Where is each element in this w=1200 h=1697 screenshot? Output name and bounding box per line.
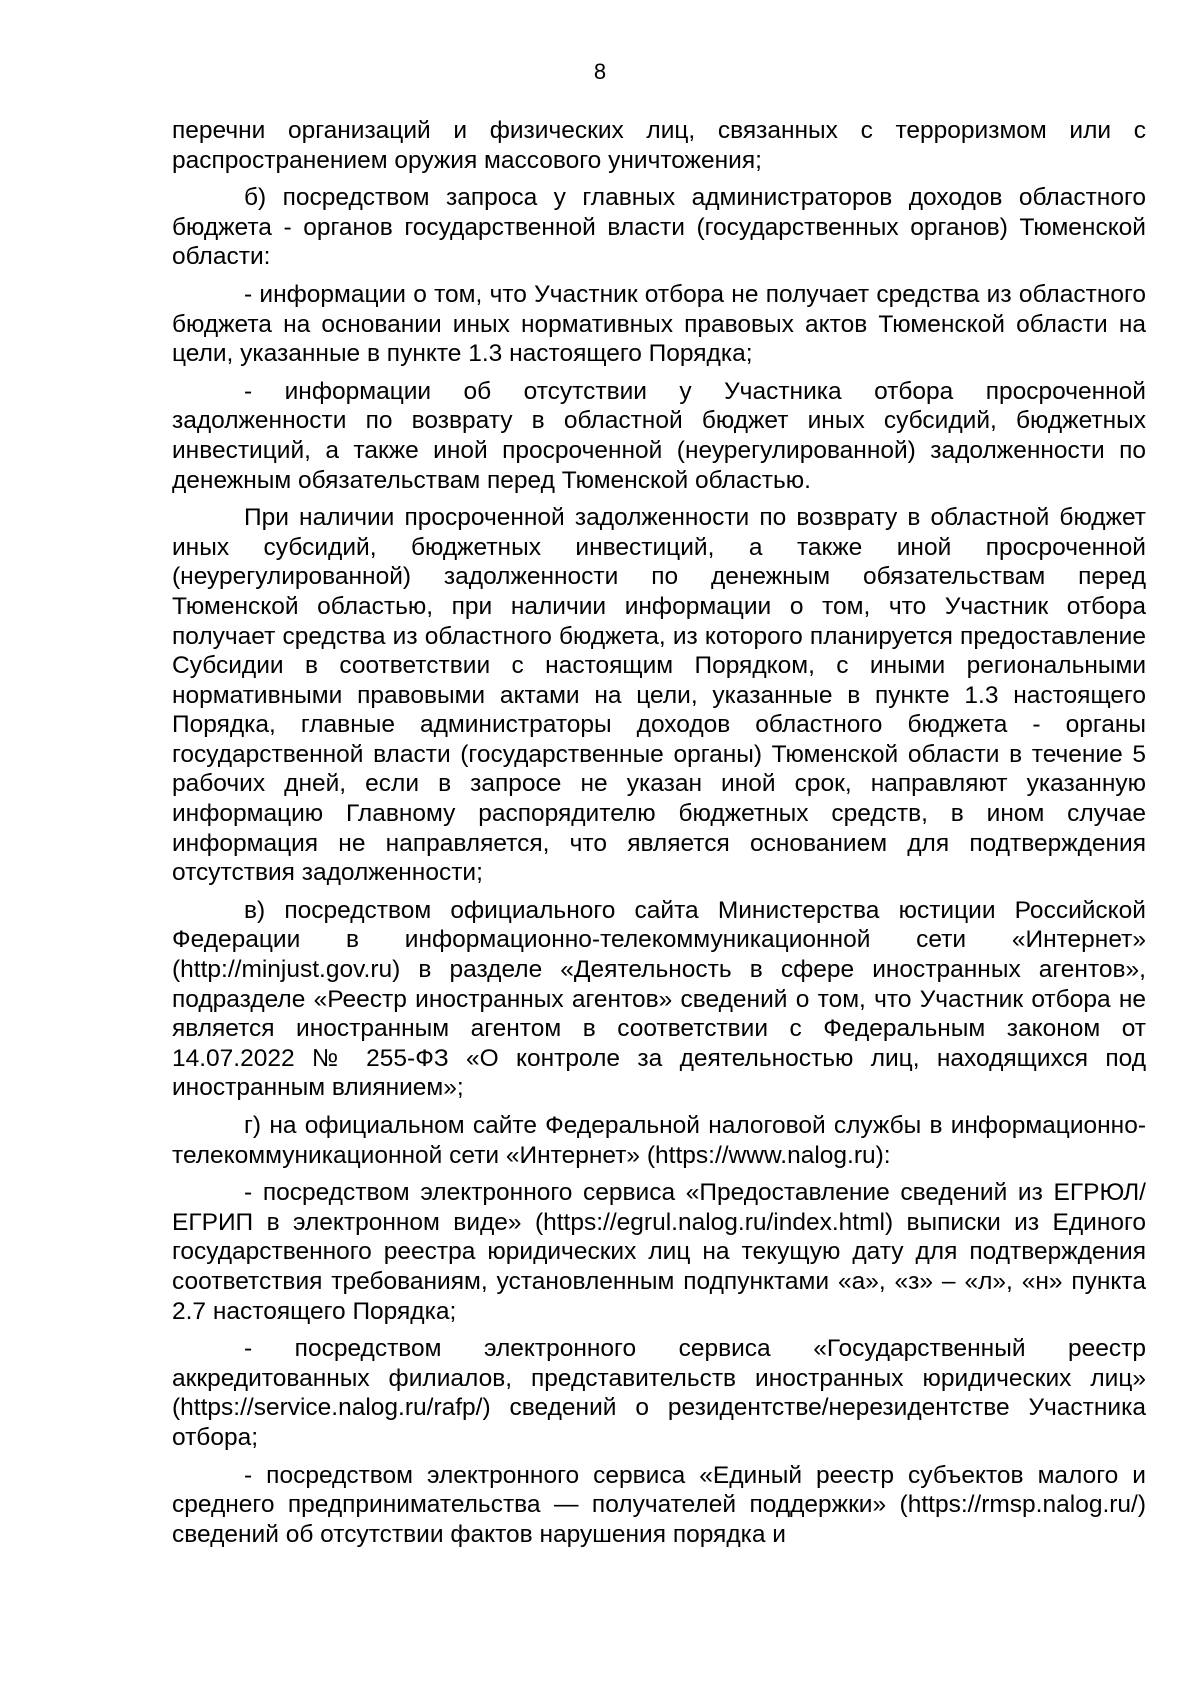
paragraph-5: При наличии просроченной задолженности по возврату в областной бюджет иных субсидий, бюджетных инвестиций, а также иной просроченной (неурегулированной) задолженности по денежным обязательствам перед Тюменской областью, при наличии информации о том, что Участник отбора получает средства из областного бюджета, из которого планируется предоставление Субсидии в соответствии с настоящим Порядком, с иными региональными нормативными правовыми актами на цели, указанные в пункте 1.3 настоящего Порядка, главные администраторы доходов областного бюджета - органы государственной власти (государственные органы) Тюменской области в течение 5 рабочих дней, если в запросе не указан иной срок, направляют указанную информацию Главному распорядителю бюджетных средств, в ином случае информация не направляется, что является основанием для подтверждения отсутствия задолженности; — [172, 504, 1146, 887]
paragraph-8: - посредством электронного сервиса «Предоставление сведений из ЕГРЮЛ/ЕГРИП в электронном виде» (https://egrul.nalog.ru/index.html) выписки из Единого государственного реестра юридических лиц на текущую дату для подтверждения соответствия требованиям, установленным подпунктами «а», «з» – «л», «н» пункта 2.7 настоящего Порядка; — [172, 1179, 1146, 1325]
paragraph-7: г) на официальном сайте Федеральной налоговой службы в информационно-телекоммуникационной сети «Интернет» (https://www.nalog.ru): — [172, 1112, 1146, 1169]
paragraph-3: - информации о том, что Участник отбора не получает средства из областного бюджета на основании иных нормативных правовых актов Тюменской области на цели, указанные в пункте 1.3 настоящего Порядка; — [172, 280, 1146, 368]
paragraph-1: перечни организаций и физических лиц, связанных с терроризмом или с распространением оружия массового уничтожения; — [172, 117, 1146, 174]
paragraph-4: - информации об отсутствии у Участника отбора просроченной задолженности по возврату в областной бюджет иных субсидий, бюджетных инвестиций, а также иной просроченной (неурегулированной) задолженности по денежным обязательствам перед Тюменской областью. — [172, 377, 1146, 494]
document-body — [172, 116, 1146, 1557]
paragraph-2: б) посредством запроса у главных администраторов доходов областного бюджета - органов государственной власти (государственных органов) Тюменской области: — [172, 184, 1146, 271]
paragraph-10: - посредством электронного сервиса «Единый реестр субъектов малого и среднего предпринимательства — получателей поддержки» (https://rmsp.nalog.ru/) сведений об отсутствии фактов нарушения порядка и — [172, 1461, 1146, 1548]
page-number: 8 — [593, 59, 607, 84]
paragraph-6: в) посредством официального сайта Министерства юстиции Российской Федерации в информационно-телекоммуникационной сети «Интернет» (http://minjust.gov.ru) в разделе «Деятельность в сфере иностранных агентов», подразделе «Реестр иностранных агентов» сведений о том, что Участник отбора не является иностранным агентом в соответствии с Федеральным законом от 14.07.2022 № 255-ФЗ «О контроле за деятельностью лиц, находящихся под иностранным влиянием»; — [172, 896, 1146, 1102]
paragraph-9: - посредством электронного сервиса «Государственный реестр аккредитованных филиалов, представительств иностранных юридических лиц» (https://service.nalog.ru/rafp/) сведений о резидентстве/нерезидентстве Участника отбора; — [172, 1335, 1146, 1451]
